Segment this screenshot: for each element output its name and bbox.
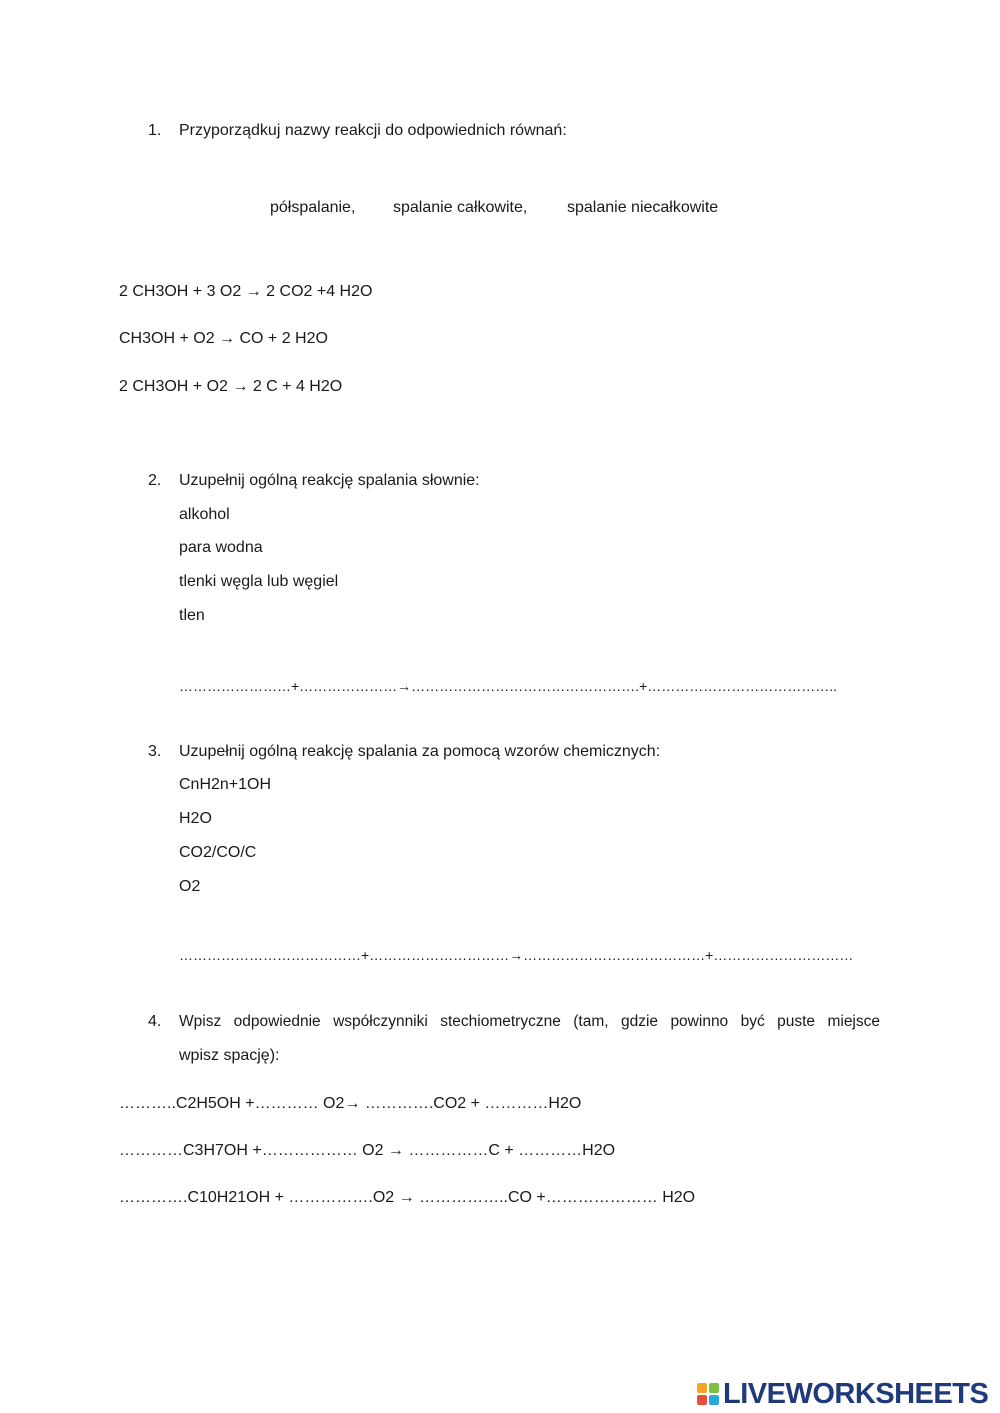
- q3-item-3: CO2/CO/C: [179, 844, 257, 861]
- logo-icon: [697, 1383, 719, 1405]
- q4-equation-3: ………….C10H21OH + …………….O2 → ……………..CO +………………… H2O: [119, 1189, 696, 1206]
- q4-prompt-line2: wpisz spację):: [179, 1047, 280, 1064]
- q4-equation-1: ………..C2H5OH +………… O2→ ………….CO2 + …………H2O: [119, 1095, 582, 1112]
- logo-square-2: [709, 1383, 719, 1393]
- q3-item-4: O2: [179, 878, 201, 895]
- q1-equation-1: 2 CH3OH + 3 O2 → 2 CO2 +4 H2O: [119, 283, 373, 300]
- q3-blank-line: …………………………………+…………………………→…………………………………+…………………………: [179, 947, 854, 963]
- q1-option-3: spalanie niecałkowite: [567, 199, 719, 216]
- logo-square-3: [697, 1395, 707, 1405]
- q4-prompt-line1: Wpisz odpowiednie współczynniki stechiometryczne (tam, gdzie powinno być puste miejsce: [179, 1013, 880, 1030]
- q2-item-1: alkohol: [179, 506, 230, 523]
- logo-square-4: [709, 1395, 719, 1405]
- q1-prompt: Przyporządkuj nazwy reakcji do odpowiednich równań:: [179, 122, 567, 139]
- q2-blank-line: ……………………+…………………→………………………………………….+…………………………………..: [179, 678, 838, 694]
- q3-item-1: CnH2n+1OH: [179, 776, 272, 793]
- q1-option-1: półspalanie,: [270, 199, 356, 216]
- q2-item-3: tlenki węgla lub węgiel: [179, 573, 339, 590]
- q1-number: 1.: [148, 122, 162, 139]
- q3-number: 3.: [148, 743, 162, 760]
- q1-option-2: spalanie całkowite,: [393, 199, 528, 216]
- logo-square-1: [697, 1383, 707, 1393]
- q3-prompt: Uzupełnij ogólną reakcję spalania za pomocą wzorów chemicznych:: [179, 743, 661, 760]
- q2-item-2: para wodna: [179, 539, 263, 556]
- logo-text: LIVEWORKSHEETS: [723, 1377, 989, 1410]
- q4-equation-2: …………C3H7OH +……………… O2 → ……………C + …………H2O: [119, 1142, 616, 1159]
- q2-item-4: tlen: [179, 607, 205, 624]
- q2-number: 2.: [148, 472, 162, 489]
- q1-equation-2: CH3OH + O2 → CO + 2 H2O: [119, 330, 328, 347]
- liveworksheets-logo: [697, 1378, 988, 1410]
- q1-equation-3: 2 CH3OH + O2 → 2 C + 4 H2O: [119, 378, 343, 395]
- q3-item-2: H2O: [179, 810, 212, 827]
- q2-prompt: Uzupełnij ogólną reakcję spalania słownie:: [179, 472, 480, 489]
- q4-number: 4.: [148, 1013, 162, 1030]
